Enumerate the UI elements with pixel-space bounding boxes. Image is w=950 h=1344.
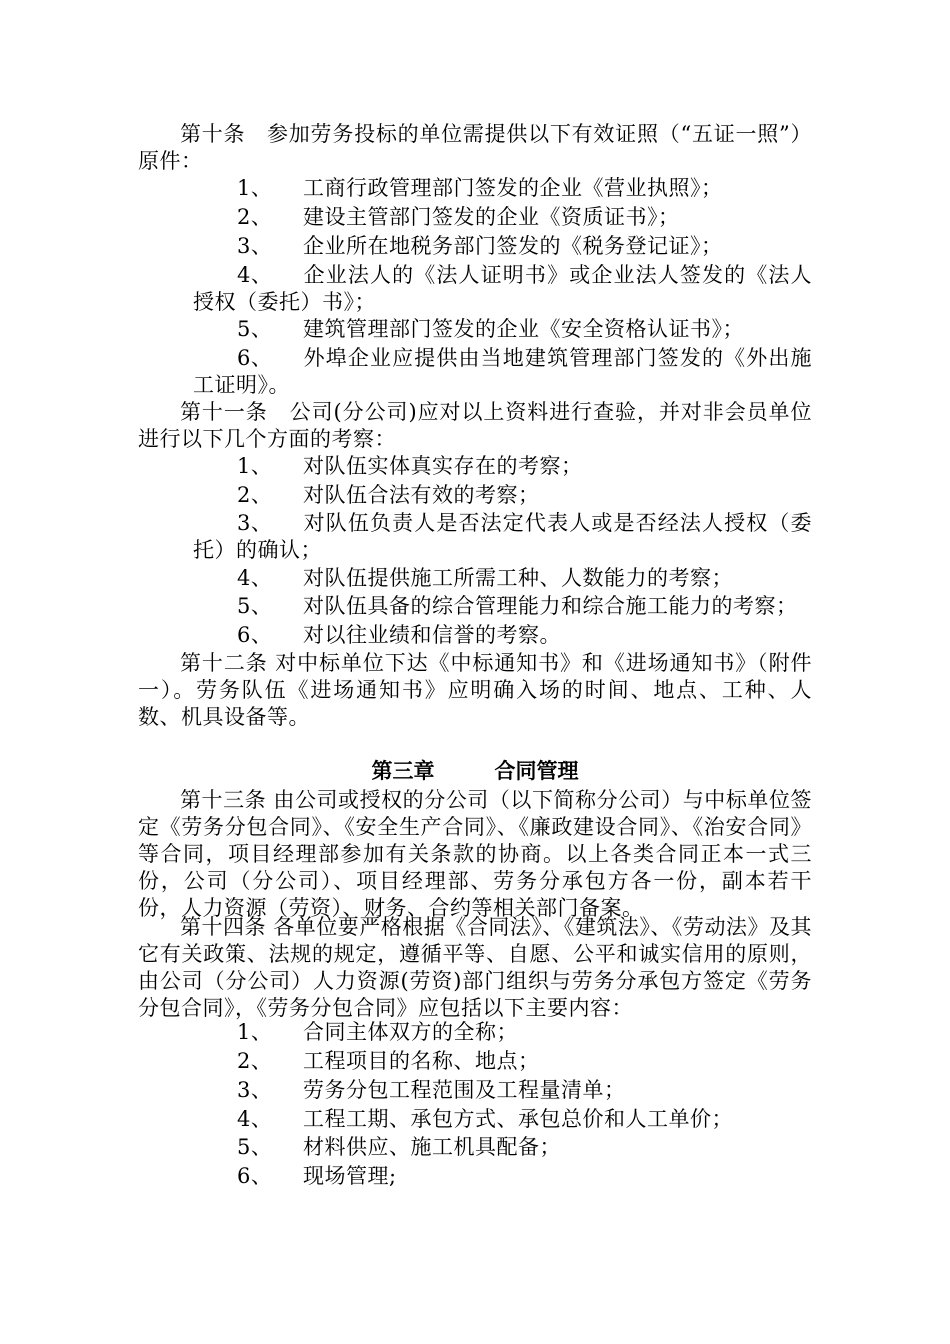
article-10-item-2 <box>193 204 812 231</box>
item-number: 2、 <box>237 483 273 507</box>
article-11-item-3 <box>193 510 812 564</box>
item-number: 1、 <box>237 176 273 200</box>
article-12-paragraph: 第十二条 对中标单位下达《中标通知书》和《进场通知书》（附件一）。劳务队伍《进场通知书》应明确入场的时间、地点、工种、人数、机具设备等。 <box>138 651 812 729</box>
chapter-number: 第三章 <box>371 759 435 783</box>
item-text: 工程项目的名称、地点； <box>303 1049 540 1073</box>
article-14-item-2 <box>193 1048 812 1075</box>
item-number: 4、 <box>237 263 273 287</box>
article-14-item-4 <box>193 1106 812 1133</box>
item-text: 现场管理; <box>303 1164 397 1188</box>
article-11-item-2 <box>193 482 812 509</box>
article-14-item-5 <box>193 1134 812 1161</box>
article-11-paragraph: 第十一条 公司(分公司)应对以上资料进行查验，并对非会员单位进行以下几个方面的考察： <box>138 400 812 451</box>
article-11-item-1 <box>193 453 812 480</box>
item-number: 5、 <box>237 317 273 341</box>
item-number: 5、 <box>237 1135 273 1159</box>
article-14-item-3 <box>193 1077 812 1104</box>
item-text: 对队伍合法有效的考察； <box>303 483 540 507</box>
item-number: 6、 <box>237 346 273 370</box>
item-number: 5、 <box>237 594 273 618</box>
item-text: 建筑管理部门签发的企业《安全资格认证书》； <box>303 317 744 341</box>
item-text: 对队伍具备的综合管理能力和综合施工能力的考察； <box>303 594 798 618</box>
item-number: 3、 <box>237 1078 273 1102</box>
article-10-item-4 <box>193 262 812 316</box>
item-text: 对以往业绩和信誉的考察。 <box>303 623 561 647</box>
article-10-paragraph: 第十条 参加劳务投标的单位需提供以下有效证照（“五证一照”）原件： <box>138 122 812 173</box>
article-14-item-1 <box>193 1019 812 1046</box>
article-14-paragraph: 第十四条 各单位要严格根据《合同法》、《建筑法》、《劳动法》及其它有关政策、法规的规定，遵循平等、自愿、公平和诚实信用的原则，由公司（分公司）人力资源(劳资)部门组织与劳务分承包方签定《劳务分包合同》，《劳务分包合同》应包括以下主要内容： <box>138 915 812 1020</box>
item-number: 4、 <box>237 566 273 590</box>
item-number: 3、 <box>237 511 273 535</box>
chapter-heading <box>0 756 950 786</box>
article-11-item-5 <box>193 593 812 620</box>
item-number: 1、 <box>237 1020 273 1044</box>
item-text: 企业所在地税务部门签发的《税务登记证》； <box>303 234 723 258</box>
article-10-item-3 <box>193 233 812 260</box>
article-13-paragraph: 第十三条 由公司或授权的分公司（以下简称分公司）与中标单位签定《劳务分包合同》、《安全生产合同》、《廉政建设合同》、《治安合同》等合同，项目经理部参加有关条款的协商。以上各类合同正本一式三份，公司（分公司）、项目经理部、劳务分承包方各一份，副本若干份，人力资源（劳资）、财务、合约等相关部门备案。 <box>138 788 812 920</box>
article-11-item-4 <box>193 565 812 592</box>
item-text: 劳务分包工程范围及工程量清单； <box>303 1078 626 1102</box>
item-text: 工程工期、承包方式、承包总价和人工单价； <box>303 1107 733 1131</box>
article-11-item-6 <box>193 622 812 649</box>
item-number: 1、 <box>237 454 273 478</box>
item-text: 外埠企业应提供由当地建筑管理部门签发的《外出施工证明》。 <box>193 346 812 397</box>
item-text: 对队伍负责人是否法定代表人或是否经法人授权（委托）的确认； <box>193 511 812 562</box>
article-10-item-5 <box>193 316 812 343</box>
article-14-item-6 <box>193 1163 812 1190</box>
item-number: 3、 <box>237 234 273 258</box>
item-text: 对队伍提供施工所需工种、人数能力的考察； <box>303 566 733 590</box>
item-number: 6、 <box>237 1164 273 1188</box>
item-text: 材料供应、施工机具配备； <box>303 1135 561 1159</box>
article-10-item-6 <box>193 345 812 399</box>
chapter-title: 合同管理 <box>494 759 579 783</box>
item-text: 对队伍实体真实存在的考察； <box>303 454 583 478</box>
item-text: 建设主管部门签发的企业《资质证书》； <box>303 205 680 229</box>
item-number: 6、 <box>237 623 273 647</box>
item-text: 合同主体双方的全称； <box>303 1020 518 1044</box>
item-text: 工商行政管理部门签发的企业《营业执照》； <box>303 176 723 200</box>
item-number: 2、 <box>237 205 273 229</box>
item-number: 2、 <box>237 1049 273 1073</box>
item-number: 4、 <box>237 1107 273 1131</box>
article-10-item-1 <box>193 175 812 202</box>
item-text: 企业法人的《法人证明书》或企业法人签发的《法人授权（委托）书》； <box>193 263 812 314</box>
